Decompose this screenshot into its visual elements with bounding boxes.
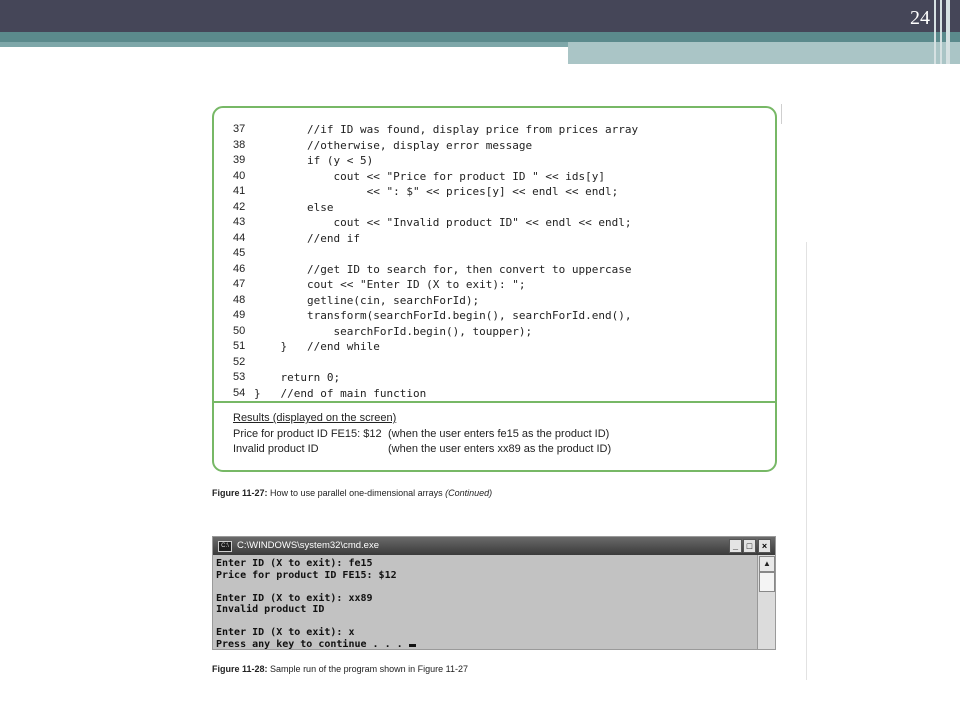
line-number: 44	[233, 231, 246, 244]
line-number: 40	[233, 169, 246, 182]
results-title: Results (displayed on the screen)	[233, 412, 397, 424]
slide-accent-block	[568, 42, 960, 64]
caption-label: Figure 11-27:	[212, 488, 268, 498]
caption-label: Figure 11-28:	[212, 664, 268, 674]
slide-header-bar	[0, 0, 960, 32]
code-text: else	[254, 200, 334, 214]
figure-edge-rule	[806, 242, 807, 680]
code-text: //get ID to search for, then convert to uppercase	[254, 262, 632, 276]
slide-edge-line	[934, 0, 936, 64]
line-number: 39	[233, 154, 246, 166]
figure-edge-mark	[781, 104, 782, 124]
line-number: 43	[233, 216, 246, 228]
code-text: cout << "Price for product ID " << ids[y]	[254, 169, 605, 183]
console-line: Price for product ID FE15: $12	[216, 569, 397, 581]
console-line: Invalid product ID	[216, 604, 325, 615]
console-line	[216, 616, 416, 628]
code-text: //end if	[254, 231, 360, 245]
caption-text: How to use parallel one-dimensional arrays	[270, 488, 443, 498]
line-number: 45	[233, 247, 246, 259]
line-number: 41	[233, 185, 246, 197]
line-number: 38	[233, 138, 246, 151]
console-line-text: Press any key to continue . . .	[216, 638, 409, 650]
caption-suffix: (Continued)	[445, 488, 493, 498]
line-number: 53	[233, 371, 246, 383]
code-text: transform(searchForId.begin(), searchForId.end(),	[254, 309, 632, 322]
console-line: Enter ID (X to exit): x	[216, 627, 355, 638]
line-number: 50	[233, 324, 246, 337]
console-window	[212, 536, 776, 650]
code-text: } //end while	[254, 340, 380, 353]
line-number: 46	[233, 262, 246, 275]
figure-28-caption	[212, 664, 468, 674]
line-number: 37	[233, 123, 246, 135]
console-output	[216, 558, 416, 650]
console-line	[216, 581, 416, 593]
console-prompt-line	[216, 639, 416, 651]
text-cursor-icon	[409, 644, 416, 647]
code-text: cout << "Invalid product ID" << endl << endl;	[254, 216, 632, 229]
code-text: << ": $" << prices[y] << endl << endl;	[254, 185, 619, 198]
console-title: C:\WINDOWS\system32\cmd.exe	[237, 540, 379, 551]
result-output: Invalid product ID	[233, 443, 319, 455]
figure-27-caption	[212, 488, 492, 498]
line-number: 51	[233, 340, 246, 352]
line-number: 47	[233, 278, 246, 290]
code-text: cout << "Enter ID (X to exit): ";	[254, 278, 526, 291]
result-note: (when the user enters fe15 as the product ID)	[388, 427, 610, 440]
code-text: //otherwise, display error message	[254, 138, 533, 152]
line-number: 48	[233, 293, 246, 306]
slide-accent-thin-bar	[0, 42, 568, 47]
code-text: if (y < 5)	[254, 154, 374, 167]
maximize-button[interactable]: □	[743, 539, 756, 553]
results-divider	[214, 401, 775, 403]
slide-edge-line	[946, 0, 950, 64]
console-titlebar[interactable]	[213, 537, 775, 555]
slide-accent-bar	[0, 32, 960, 42]
code-listing-figure	[212, 106, 777, 472]
line-number: 49	[233, 309, 246, 321]
caption-text: Sample run of the program shown in Figure 11-27	[270, 664, 468, 674]
scroll-up-icon[interactable]: ▲	[759, 556, 775, 572]
line-number: 54	[233, 386, 246, 399]
cmd-icon: C:\	[218, 541, 232, 552]
line-number: 52	[233, 355, 246, 368]
console-line: Enter ID (X to exit): fe15	[216, 558, 373, 569]
code-text: searchForId.begin(), toupper);	[254, 324, 533, 338]
result-note: (when the user enters xx89 as the product ID)	[388, 443, 612, 455]
scroll-thumb[interactable]	[759, 572, 775, 592]
console-scrollbar[interactable]	[757, 555, 775, 649]
code-text: } //end of main function	[254, 386, 427, 400]
result-output: Price for product ID FE15: $12	[233, 427, 382, 440]
console-line: Enter ID (X to exit): xx89	[216, 592, 373, 604]
line-number: 42	[233, 200, 246, 213]
code-text: return 0;	[254, 371, 341, 384]
code-text: //if ID was found, display price from prices array	[254, 123, 639, 136]
code-text: getline(cin, searchForId);	[254, 293, 480, 307]
slide-edge-line	[940, 0, 942, 64]
close-button[interactable]: ×	[758, 539, 771, 553]
slide-number: 24	[910, 7, 930, 29]
minimize-button[interactable]: _	[729, 539, 742, 553]
